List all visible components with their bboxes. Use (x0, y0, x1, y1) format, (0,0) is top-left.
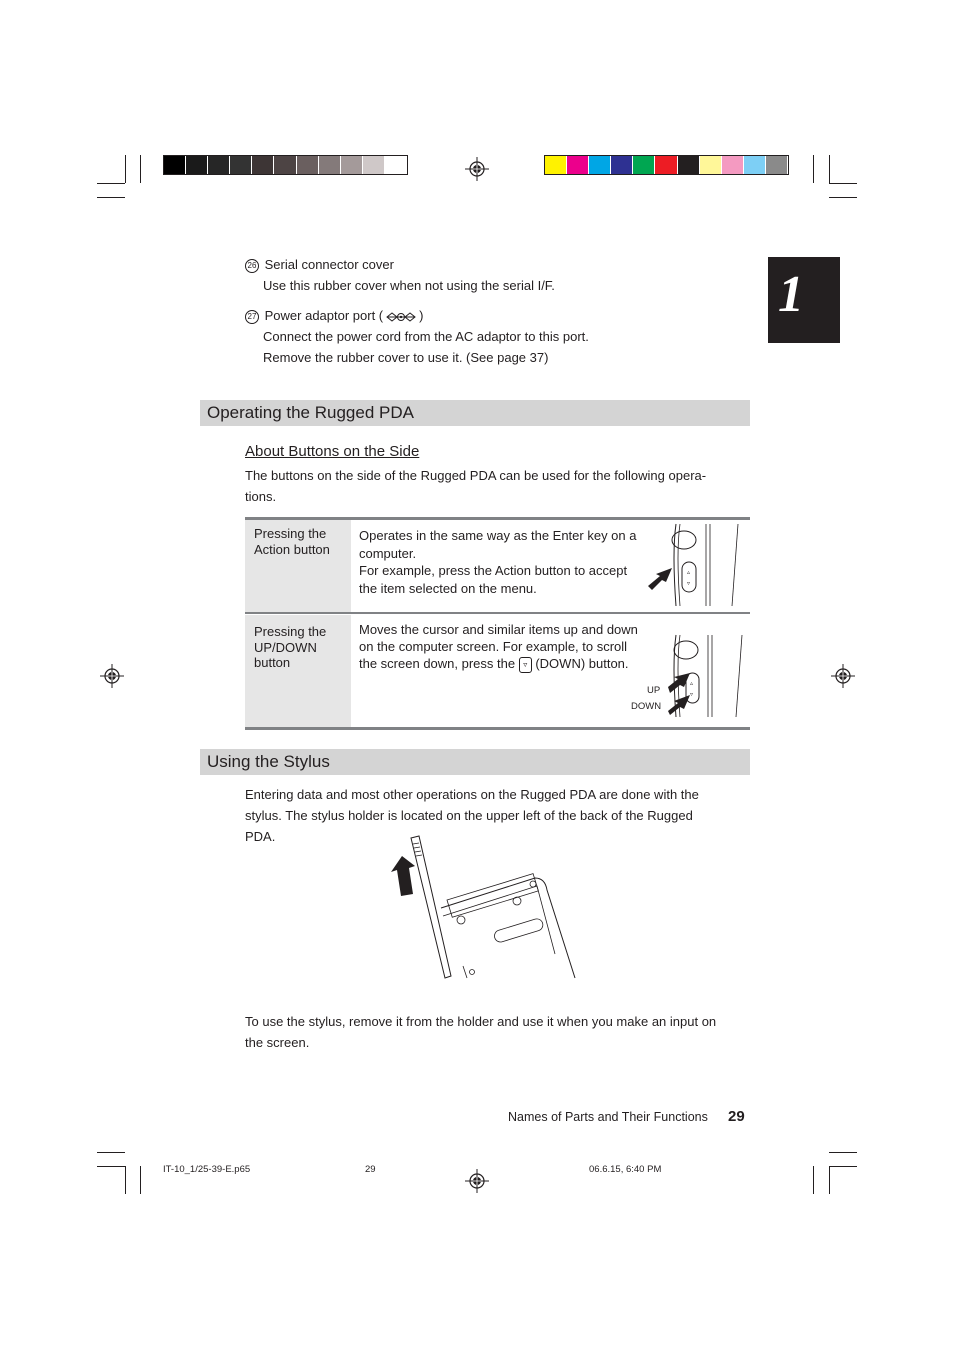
row-description: Moves the cursor and similar items up and down on the computer screen. For example, to scroll the screen down, press the ▿ (DOWN) button. (359, 622, 638, 671)
table-row (254, 526, 330, 558)
row-label: button (254, 655, 291, 670)
color-swatch (678, 156, 699, 174)
item-title: Serial connector cover (264, 257, 394, 272)
slug-page: 29 (365, 1164, 376, 1175)
color-swatch (252, 156, 273, 174)
up-down-button-illustration (664, 633, 748, 719)
gray-color-bar (163, 155, 408, 175)
color-swatch (567, 156, 588, 174)
table-row (254, 624, 326, 671)
item-26 (245, 254, 394, 275)
color-swatch (297, 156, 318, 174)
color-swatch (385, 156, 406, 174)
color-swatch (274, 156, 295, 174)
item-title-end: ) (419, 308, 424, 323)
registration-mark-icon (465, 157, 489, 181)
color-swatch (766, 156, 787, 174)
chapter-tab (768, 257, 840, 343)
svg-text:▵: ▵ (690, 681, 694, 687)
item-description: Use this rubber cover when not using the serial I/F. (263, 278, 555, 293)
item-description: Remove the rubber cover to use it. (See page 37) (263, 350, 549, 365)
svg-text:▿: ▿ (687, 581, 691, 587)
section-heading: Using the Stylus (207, 752, 330, 771)
color-swatch (744, 156, 765, 174)
row-label: Pressing the (254, 526, 327, 541)
svg-text:▵: ▵ (687, 570, 691, 576)
color-swatch (186, 156, 207, 174)
color-swatch (545, 156, 566, 174)
item-number: 26 (245, 259, 259, 273)
color-swatch (363, 156, 384, 174)
action-button-illustration (646, 522, 746, 608)
page-number: 29 (728, 1108, 745, 1125)
color-swatch (164, 156, 185, 174)
color-swatch (208, 156, 229, 174)
item-description: Connect the power cord from the AC adaptor to this port. (263, 329, 589, 344)
slug-file: IT-10_1/25-39-E.p65 (163, 1164, 251, 1175)
callout-up: UP (647, 685, 661, 696)
color-swatch (589, 156, 610, 174)
item-27 (245, 305, 423, 326)
color-swatch (341, 156, 362, 174)
color-swatch (230, 156, 251, 174)
svg-text:▿: ▿ (690, 692, 694, 698)
slug-date: 06.6.15, 6:40 PM (589, 1164, 662, 1175)
intro-text: tions. (245, 489, 277, 504)
row-label: Pressing the (254, 624, 327, 639)
color-swatch (700, 156, 721, 174)
down-button-icon: ▿ (519, 657, 532, 673)
row-label: Action button (254, 542, 330, 557)
color-swatch (655, 156, 676, 174)
registration-mark-icon (100, 664, 124, 688)
chapter-number: 1 (778, 266, 804, 323)
footer-section-title: Names of Parts and Their Functions (508, 1110, 708, 1124)
item-title: Power adaptor port ( (264, 308, 384, 323)
row-description: Operates in the same way as the Enter key on a computer. For example, press the Action button to accept the item selected on the menu. (359, 528, 637, 596)
paragraph: Entering data and most other operations on the Rugged PDA are done with the stylus. The stylus holder is located on the upper left of the back of the Rugged PDA. (245, 787, 699, 844)
paragraph: To use the stylus, remove it from the holder and use it when you make an input on the screen. (245, 1014, 717, 1050)
row-label: UP/DOWN (254, 639, 317, 655)
color-swatch (319, 156, 340, 174)
section-heading: Operating the Rugged PDA (207, 403, 414, 422)
intro-text: The buttons on the side of the Rugged PDA can be used for the following opera- (245, 468, 707, 483)
process-color-bar (544, 155, 789, 175)
dc-polarity-icon (383, 311, 419, 323)
color-swatch (611, 156, 632, 174)
callout-down: DOWN (631, 701, 662, 712)
section-heading-bar (200, 400, 750, 426)
stylus-removal-illustration (385, 834, 580, 979)
color-swatch (722, 156, 743, 174)
registration-mark-icon (465, 1169, 489, 1193)
item-number: 27 (245, 310, 259, 324)
color-swatch (633, 156, 654, 174)
subheading: About Buttons on the Side (245, 443, 420, 460)
running-footer (508, 1110, 708, 1124)
section-heading-bar (200, 749, 750, 775)
registration-mark-icon (831, 664, 855, 688)
